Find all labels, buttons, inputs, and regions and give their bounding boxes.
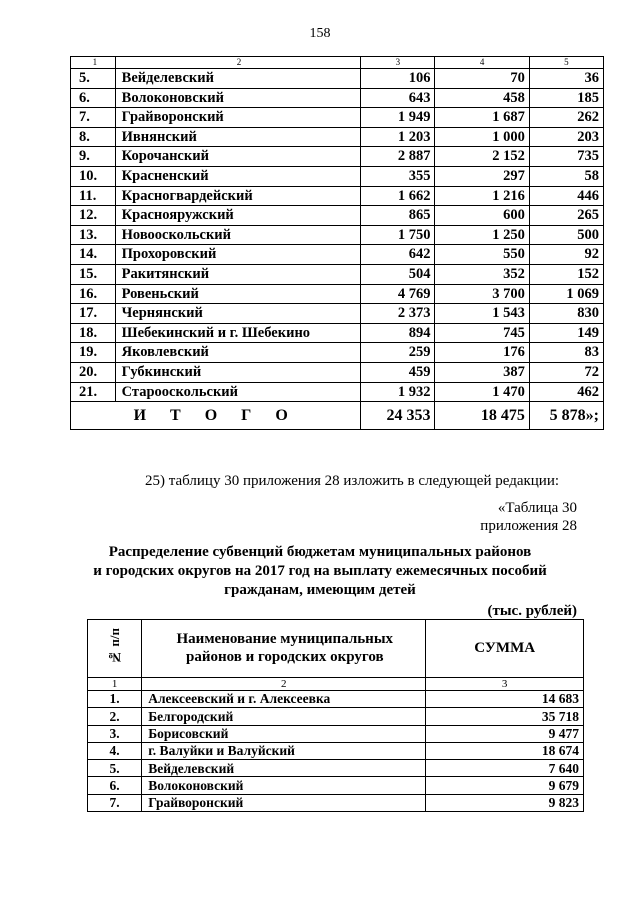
value-cell: 2 887: [361, 147, 435, 167]
value-cell: 203: [529, 127, 603, 147]
row-number: 10.: [71, 166, 116, 186]
district-name: Вейделевский: [115, 69, 361, 89]
value-cell: 1 203: [361, 127, 435, 147]
table-row: [71, 88, 604, 108]
col-number: 1: [88, 678, 142, 691]
col-number: 2: [142, 678, 426, 691]
table-row: [71, 166, 604, 186]
district-name: Волоконовский: [142, 777, 426, 794]
value-cell: 265: [529, 206, 603, 226]
district-name: Грайворонский: [115, 108, 361, 128]
value-cell: 1 750: [361, 225, 435, 245]
sum-cell: 7 640: [426, 760, 584, 777]
table-row: [71, 147, 604, 167]
district-name: г. Валуйки и Валуйский: [142, 742, 426, 759]
district-name: Корочанский: [115, 147, 361, 167]
table-row: [71, 186, 604, 206]
total-cell: 18 475: [435, 402, 529, 430]
district-name: Ракитянский: [115, 264, 361, 284]
value-cell: 36: [529, 69, 603, 89]
table-row: [88, 794, 584, 811]
col-number: 3: [426, 678, 584, 691]
row-number: 6.: [71, 88, 116, 108]
col-header: 2: [115, 57, 361, 69]
sum-cell: 18 674: [426, 742, 584, 759]
page-number: 158: [309, 26, 331, 41]
table-ref-line1: «Таблица 30: [497, 500, 577, 516]
district-name: Яковлевский: [115, 343, 361, 363]
row-number: 6.: [88, 777, 142, 794]
table-row: [71, 206, 604, 226]
value-cell: 352: [435, 264, 529, 284]
value-cell: 3 700: [435, 284, 529, 304]
subvention-table-continued: [70, 56, 604, 430]
col-header: 5: [529, 57, 603, 69]
value-cell: 149: [529, 323, 603, 343]
row-number: 7.: [88, 794, 142, 811]
district-name: Чернянский: [115, 304, 361, 324]
num-header-text: № п/п: [107, 628, 123, 665]
amendment-paragraph: 25) таблицу 30 приложения 28 изложить в следующей редакции:: [145, 473, 560, 489]
value-cell: 459: [361, 362, 435, 382]
sum-cell: 9 477: [426, 725, 584, 742]
value-cell: 458: [435, 88, 529, 108]
value-cell: 894: [361, 323, 435, 343]
col-header: 4: [435, 57, 529, 69]
sum-cell: 9 823: [426, 794, 584, 811]
value-cell: 462: [529, 382, 603, 402]
value-cell: 1 250: [435, 225, 529, 245]
value-cell: 106: [361, 69, 435, 89]
title-line3: гражданам, имеющим детей: [224, 582, 416, 598]
row-number: 16.: [71, 284, 116, 304]
value-cell: 1 662: [361, 186, 435, 206]
title-line2: и городских округов на 2017 год на выплату ежемесячных пособий: [93, 563, 547, 579]
value-cell: 297: [435, 166, 529, 186]
title-line1: Распределение субвенций бюджетам муниципальных районов: [108, 544, 532, 560]
value-cell: 58: [529, 166, 603, 186]
row-number: 3.: [88, 725, 142, 742]
column-number-row: [88, 678, 584, 691]
table-row: [71, 323, 604, 343]
table-row: [71, 304, 604, 324]
total-cell: 24 353: [361, 402, 435, 430]
district-name: Ивнянский: [115, 127, 361, 147]
row-number: 5.: [71, 69, 116, 89]
row-number: 14.: [71, 245, 116, 265]
sum-cell: 9 679: [426, 777, 584, 794]
value-cell: 735: [529, 147, 603, 167]
sum-cell: 35 718: [426, 708, 584, 725]
district-name: Губкинский: [115, 362, 361, 382]
value-cell: 72: [529, 362, 603, 382]
value-cell: 865: [361, 206, 435, 226]
value-cell: 70: [435, 69, 529, 89]
table-row: [71, 264, 604, 284]
value-cell: 500: [529, 225, 603, 245]
row-number: 4.: [88, 742, 142, 759]
value-cell: 152: [529, 264, 603, 284]
value-cell: 2 373: [361, 304, 435, 324]
district-name: Прохоровский: [115, 245, 361, 265]
value-cell: 259: [361, 343, 435, 363]
col-header: 3: [361, 57, 435, 69]
value-cell: 745: [435, 323, 529, 343]
row-number: 8.: [71, 127, 116, 147]
district-name: Красненский: [115, 166, 361, 186]
table-row: [88, 777, 584, 794]
row-number: 18.: [71, 323, 116, 343]
table-row: [88, 725, 584, 742]
district-name: Краснояружский: [115, 206, 361, 226]
district-name: Красногвардейский: [115, 186, 361, 206]
value-cell: 176: [435, 343, 529, 363]
value-cell: 185: [529, 88, 603, 108]
value-cell: 92: [529, 245, 603, 265]
col-num-header: [88, 620, 142, 678]
table-row: [88, 760, 584, 777]
value-cell: 1 069: [529, 284, 603, 304]
table-row: [88, 691, 584, 708]
total-row: [71, 402, 604, 430]
value-cell: 1 543: [435, 304, 529, 324]
table-row: [71, 245, 604, 265]
row-number: 17.: [71, 304, 116, 324]
value-cell: 504: [361, 264, 435, 284]
row-number: 19.: [71, 343, 116, 363]
value-cell: 446: [529, 186, 603, 206]
table-row: [71, 284, 604, 304]
value-cell: 1 932: [361, 382, 435, 402]
row-number: 13.: [71, 225, 116, 245]
table-row: [71, 108, 604, 128]
value-cell: 830: [529, 304, 603, 324]
table-row: [88, 742, 584, 759]
value-cell: 387: [435, 362, 529, 382]
col-sum-header: СУММА: [426, 620, 584, 678]
total-label: И Т О Г О: [71, 402, 361, 430]
district-name: Старооскольский: [115, 382, 361, 402]
header-row: [88, 620, 584, 678]
sum-cell: 14 683: [426, 691, 584, 708]
table-row: [88, 708, 584, 725]
table-ref-line2: приложения 28: [480, 518, 577, 534]
table-row: [71, 343, 604, 363]
row-number: 21.: [71, 382, 116, 402]
row-number: 9.: [71, 147, 116, 167]
row-number: 11.: [71, 186, 116, 206]
row-number: 15.: [71, 264, 116, 284]
col-name-header: [142, 620, 426, 678]
table-row: [71, 127, 604, 147]
value-cell: 262: [529, 108, 603, 128]
value-cell: 1 949: [361, 108, 435, 128]
value-cell: 355: [361, 166, 435, 186]
value-cell: 550: [435, 245, 529, 265]
table-row: [71, 69, 604, 89]
total-cell: 5 878»;: [529, 402, 603, 430]
column-number-row: [71, 57, 604, 69]
value-cell: 2 152: [435, 147, 529, 167]
table-row: [71, 362, 604, 382]
district-name: Алексеевский и г. Алексеевка: [142, 691, 426, 708]
value-cell: 1 687: [435, 108, 529, 128]
value-cell: 83: [529, 343, 603, 363]
value-cell: 642: [361, 245, 435, 265]
row-number: 5.: [88, 760, 142, 777]
district-name: Новооскольский: [115, 225, 361, 245]
name-header-line1: Наименование муниципальных: [176, 631, 394, 647]
district-name: Белгородский: [142, 708, 426, 725]
value-cell: 600: [435, 206, 529, 226]
district-name: Ровеньский: [115, 284, 361, 304]
table-row: [71, 382, 604, 402]
district-name: Вейделевский: [142, 760, 426, 777]
subvention-table-30: [87, 619, 584, 812]
district-name: Шебекинский и г. Шебекино: [115, 323, 361, 343]
value-cell: 643: [361, 88, 435, 108]
row-number: 2.: [88, 708, 142, 725]
col-header: 1: [71, 57, 116, 69]
value-cell: 4 769: [361, 284, 435, 304]
district-name: Борисовский: [142, 725, 426, 742]
name-header-line2: районов и городских округов: [185, 649, 384, 665]
value-cell: 1 216: [435, 186, 529, 206]
district-name: Грайворонский: [142, 794, 426, 811]
row-number: 20.: [71, 362, 116, 382]
row-number: 1.: [88, 691, 142, 708]
row-number: 7.: [71, 108, 116, 128]
units-label: (тыс. рублей): [487, 603, 577, 619]
table-row: [71, 225, 604, 245]
value-cell: 1 470: [435, 382, 529, 402]
district-name: Волоконовский: [115, 88, 361, 108]
value-cell: 1 000: [435, 127, 529, 147]
row-number: 12.: [71, 206, 116, 226]
